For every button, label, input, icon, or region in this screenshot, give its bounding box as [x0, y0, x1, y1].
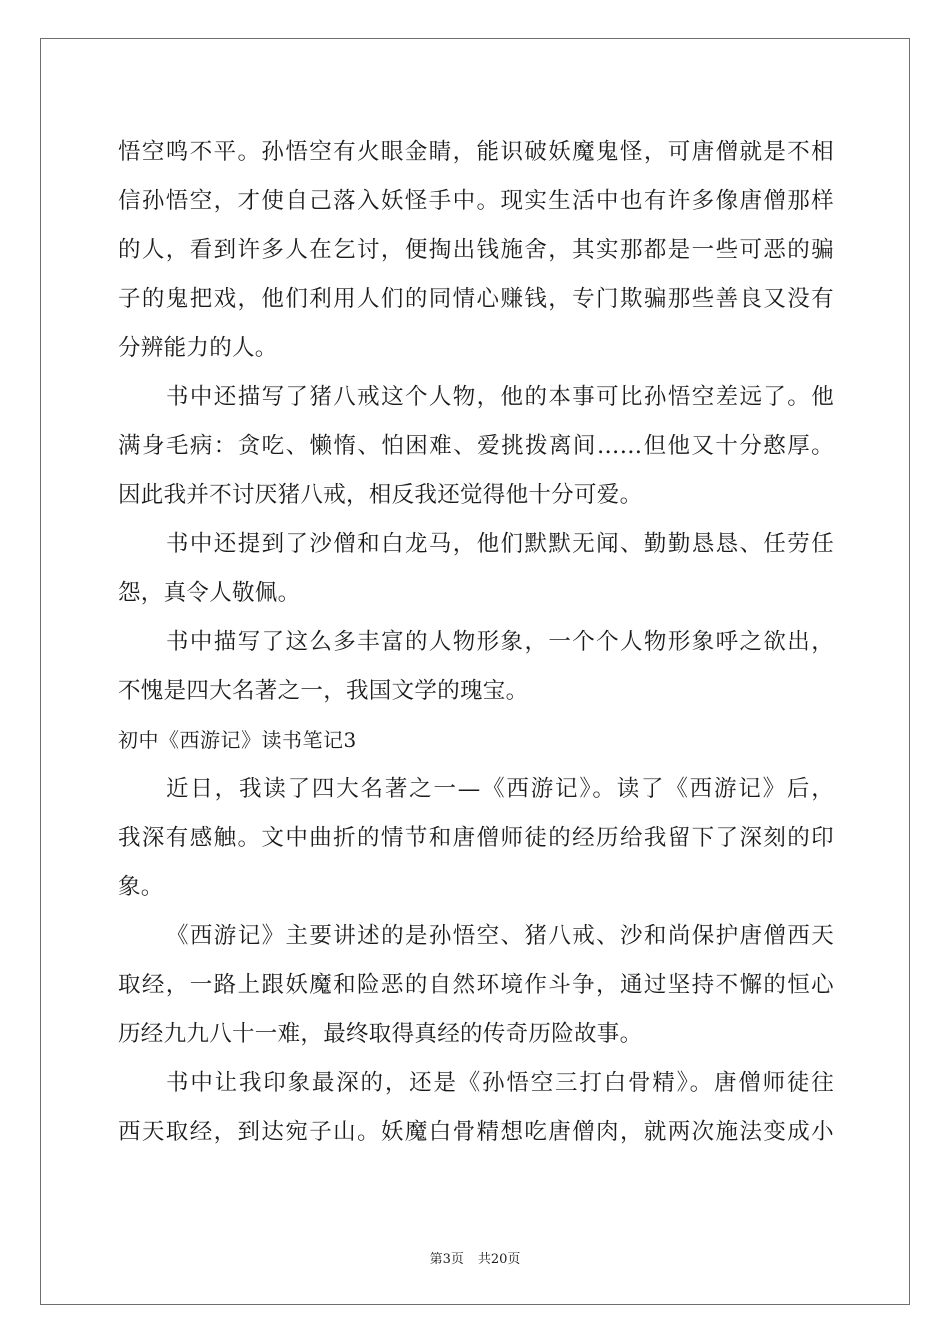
paragraph-line: 书中让我印象最深的，还是《孙悟空三打白骨精》。唐僧师徒往	[166, 1070, 834, 1096]
paragraph-line: 的人，看到许多人在乞讨，便掏出钱施舍，其实那都是一些可恶的骗	[118, 237, 834, 263]
paragraph-line: 历经九九八十一难，最终取得真经的传奇历险故事。	[118, 1021, 643, 1047]
paragraph-line: 近日，我读了四大名著之一—《西游记》。读了《西游记》后，	[166, 776, 834, 802]
paragraph-line: 书中还提到了沙僧和白龙马，他们默默无闻、勤勤恳恳、任劳任	[166, 531, 834, 557]
paragraph-line: 书中还描写了猪八戒这个人物，他的本事可比孙悟空差远了。他	[166, 384, 834, 410]
paragraph-line: 象。	[118, 874, 164, 900]
paragraph-line: 悟空鸣不平。孙悟空有火眼金睛，能识破妖魔鬼怪，可唐僧就是不相	[118, 139, 834, 165]
paragraph-line: 西天取经，到达宛子山。妖魔白骨精想吃唐僧肉，就两次施法变成小	[118, 1119, 834, 1145]
paragraph-line: 因此我并不讨厌猪八戒，相反我还觉得他十分可爱。	[118, 482, 643, 508]
paragraph-line: 怨，真令人敬佩。	[118, 580, 301, 606]
paragraph-line: 信孙悟空，才使自己落入妖怪手中。现实生活中也有许多像唐僧那样	[118, 188, 834, 214]
page-footer	[0, 1248, 950, 1267]
paragraph-line: 书中描写了这么多丰富的人物形象，一个个人物形象呼之欲出，	[166, 629, 834, 655]
paragraph-line: 分辨能力的人。	[118, 335, 278, 361]
paragraph-line: 取经，一路上跟妖魔和险恶的自然环境作斗争，通过坚持不懈的恒心	[118, 972, 834, 998]
paragraph-line: 满身毛病：贪吃、懒惰、怕困难、爱挑拨离间……但他又十分憨厚。	[118, 433, 834, 459]
page-total: 共20页	[477, 1252, 521, 1267]
paragraph-line: 《西游记》主要讲述的是孙悟空、猪八戒、沙和尚保护唐僧西天	[166, 923, 834, 949]
page-number: 第3页	[429, 1252, 464, 1267]
document-body	[118, 128, 834, 1157]
paragraph-line: 我深有感触。文中曲折的情节和唐僧师徒的经历给我留下了深刻的印	[118, 825, 834, 851]
paragraph-line: 子的鬼把戏，他们利用人们的同情心赚钱，专门欺骗那些善良又没有	[118, 286, 834, 312]
paragraph-line: 不愧是四大名著之一，我国文学的瑰宝。	[118, 678, 529, 704]
section-heading: 初中《西游记》读书笔记3	[118, 728, 357, 752]
